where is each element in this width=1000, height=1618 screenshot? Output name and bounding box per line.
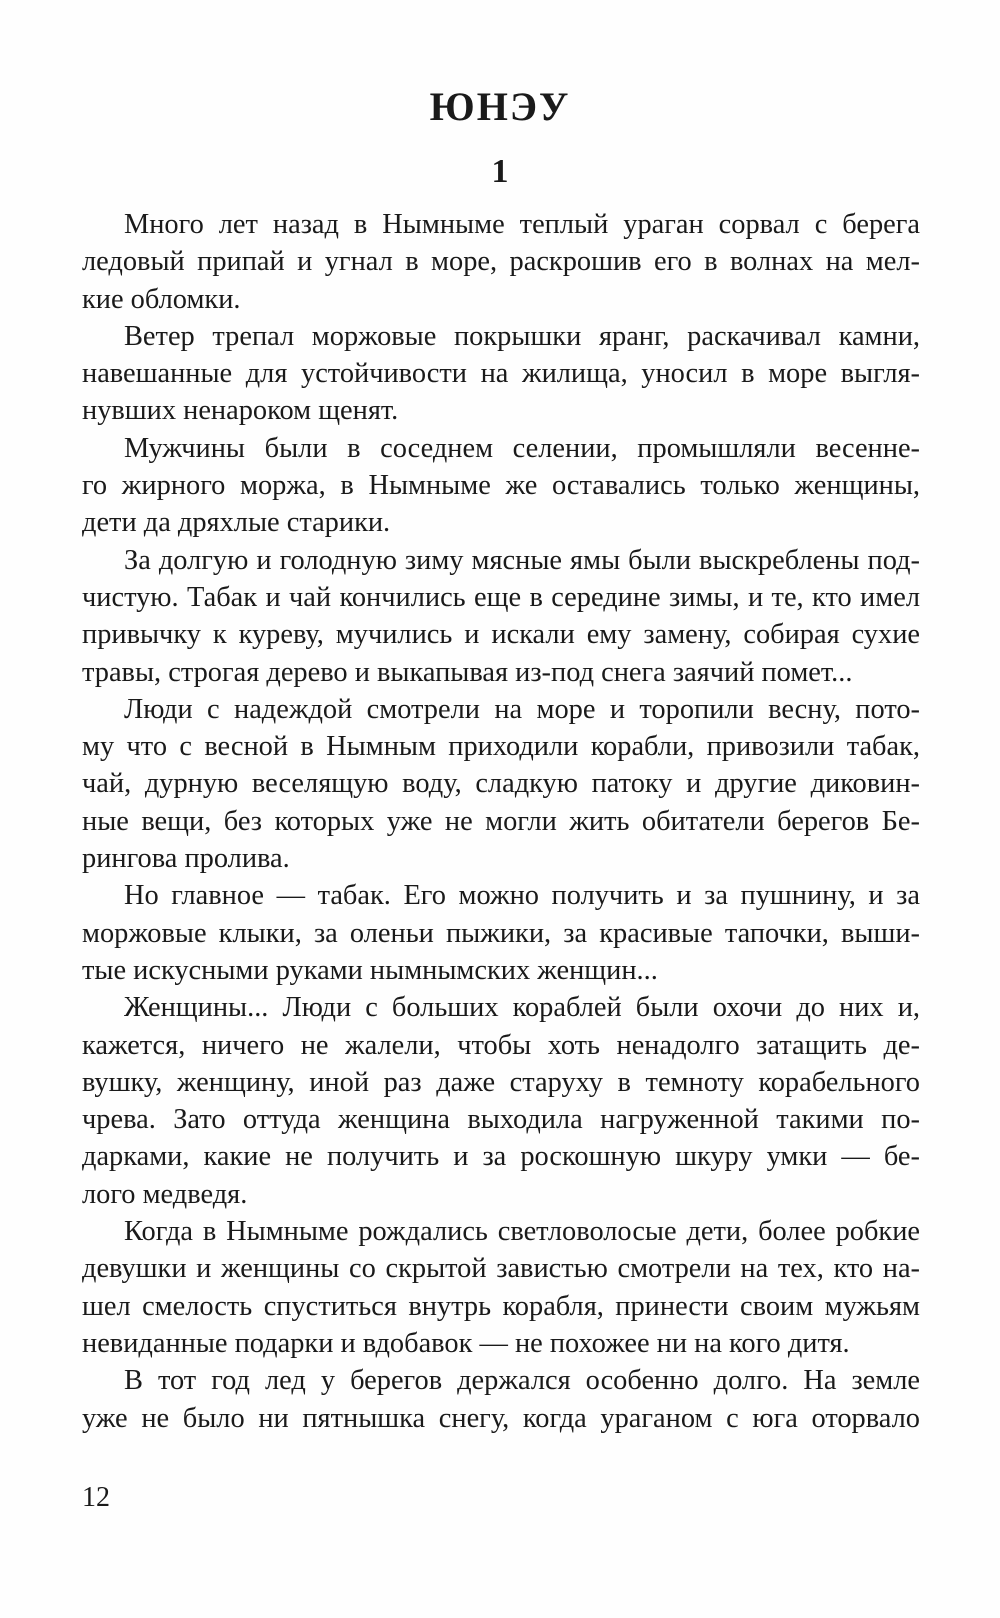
text-line: Когда в Нымныме рождались светловолосые дети, более робкие (124, 1216, 920, 1248)
page-number: 12 (82, 1482, 110, 1513)
paragraph (82, 318, 920, 430)
paragraph (82, 877, 920, 989)
text-line: Но главное — табак. Его можно получить и за пушнину, и за (124, 880, 920, 912)
text-line: Женщины... Люди с больших кораблей были охочи до них и, (124, 992, 920, 1024)
text-line: В тот год лед у берегов держался особенно долго. На земле (124, 1365, 920, 1397)
text-line: Люди с надеждой смотрели на море и торопили весну, пото- (124, 693, 920, 725)
text-line: дети да дряхлые старики. (82, 507, 391, 539)
text-line: травы, строгая дерево и выкапывая из-под снега заячий помет... (82, 656, 853, 688)
body-text (82, 206, 920, 1437)
paragraph (82, 691, 920, 877)
paragraph (82, 206, 920, 318)
text-line: Много лет назад в Нымныме теплый ураган сорвал с берега (124, 209, 920, 240)
text-line: чрева. Зато оттуда женщина выходила нагруженной такими по- (82, 1104, 920, 1136)
text-line: го жирного моржа, в Нымныме же оставались только женщины, (82, 470, 920, 502)
paragraph (82, 989, 920, 1213)
text-line: дарками, какие не получить и за роскошную шкуру умки — бе- (82, 1141, 920, 1173)
text-line: невиданные подарки и вдобавок — не похожее ни на кого дитя. (82, 1327, 850, 1359)
text-line: чистую. Табак и чай кончились еще в середине зимы, и те, кто имел (82, 581, 920, 613)
text-line: рингова пролива. (82, 843, 290, 875)
text-line: лого медведя. (82, 1178, 248, 1210)
text-line: ледовый припай и угнал в море, раскрошив его в волнах на мел- (82, 246, 920, 278)
text-line: чай, дурную веселящую воду, сладкую патоку и другие диковин- (82, 768, 920, 800)
text-line: Мужчины были в соседнем селении, промышляли весенне- (124, 432, 920, 464)
paragraph (82, 542, 920, 691)
text-line: ные вещи, без которых уже не могли жить обитатели берегов Бе- (82, 805, 920, 837)
text-line: девушки и женщины со скрытой завистью смотрели на тех, кто на- (82, 1253, 920, 1285)
text-line: шел смелость спуститься внутрь корабля, принести своим мужьям (82, 1290, 920, 1322)
text-line: уже не было ни пятнышка снегу, когда ураганом с юга оторвало (82, 1402, 920, 1434)
text-line: За долгую и голодную зиму мясные ямы были выскреблены под- (124, 544, 920, 576)
text-line: кие обломки. (82, 283, 241, 315)
paragraph (82, 1213, 920, 1362)
paragraph (82, 1362, 920, 1437)
section-number: 1 (491, 153, 509, 190)
text-line: привычку к куреву, мучились и искали ему замену, собирая сухие (82, 619, 920, 651)
text-line: навешанные для устойчивости на жилища, уносил в море выгля- (82, 358, 920, 390)
text-line: нувших ненароком щенят. (82, 395, 399, 427)
text-line: Ветер трепал моржовые покрышки яранг, раскачивал камни, (124, 320, 920, 352)
paragraph (82, 430, 920, 542)
text-line: тые искусными руками нымнымских женщин... (82, 954, 658, 986)
chapter-title: ЮНЭУ (429, 84, 571, 129)
text-line: кажется, ничего не жалели, чтобы хоть ненадолго затащить де- (82, 1029, 920, 1061)
text-line: моржовые клыки, за оленьи пыжики, за красивые тапочки, выши- (82, 917, 920, 949)
text-line: вушку, женщину, иной раз даже старуху в темноту корабельного (82, 1066, 920, 1098)
text-line: му что с весной в Нымным приходили корабли, привозили табак, (82, 731, 920, 763)
